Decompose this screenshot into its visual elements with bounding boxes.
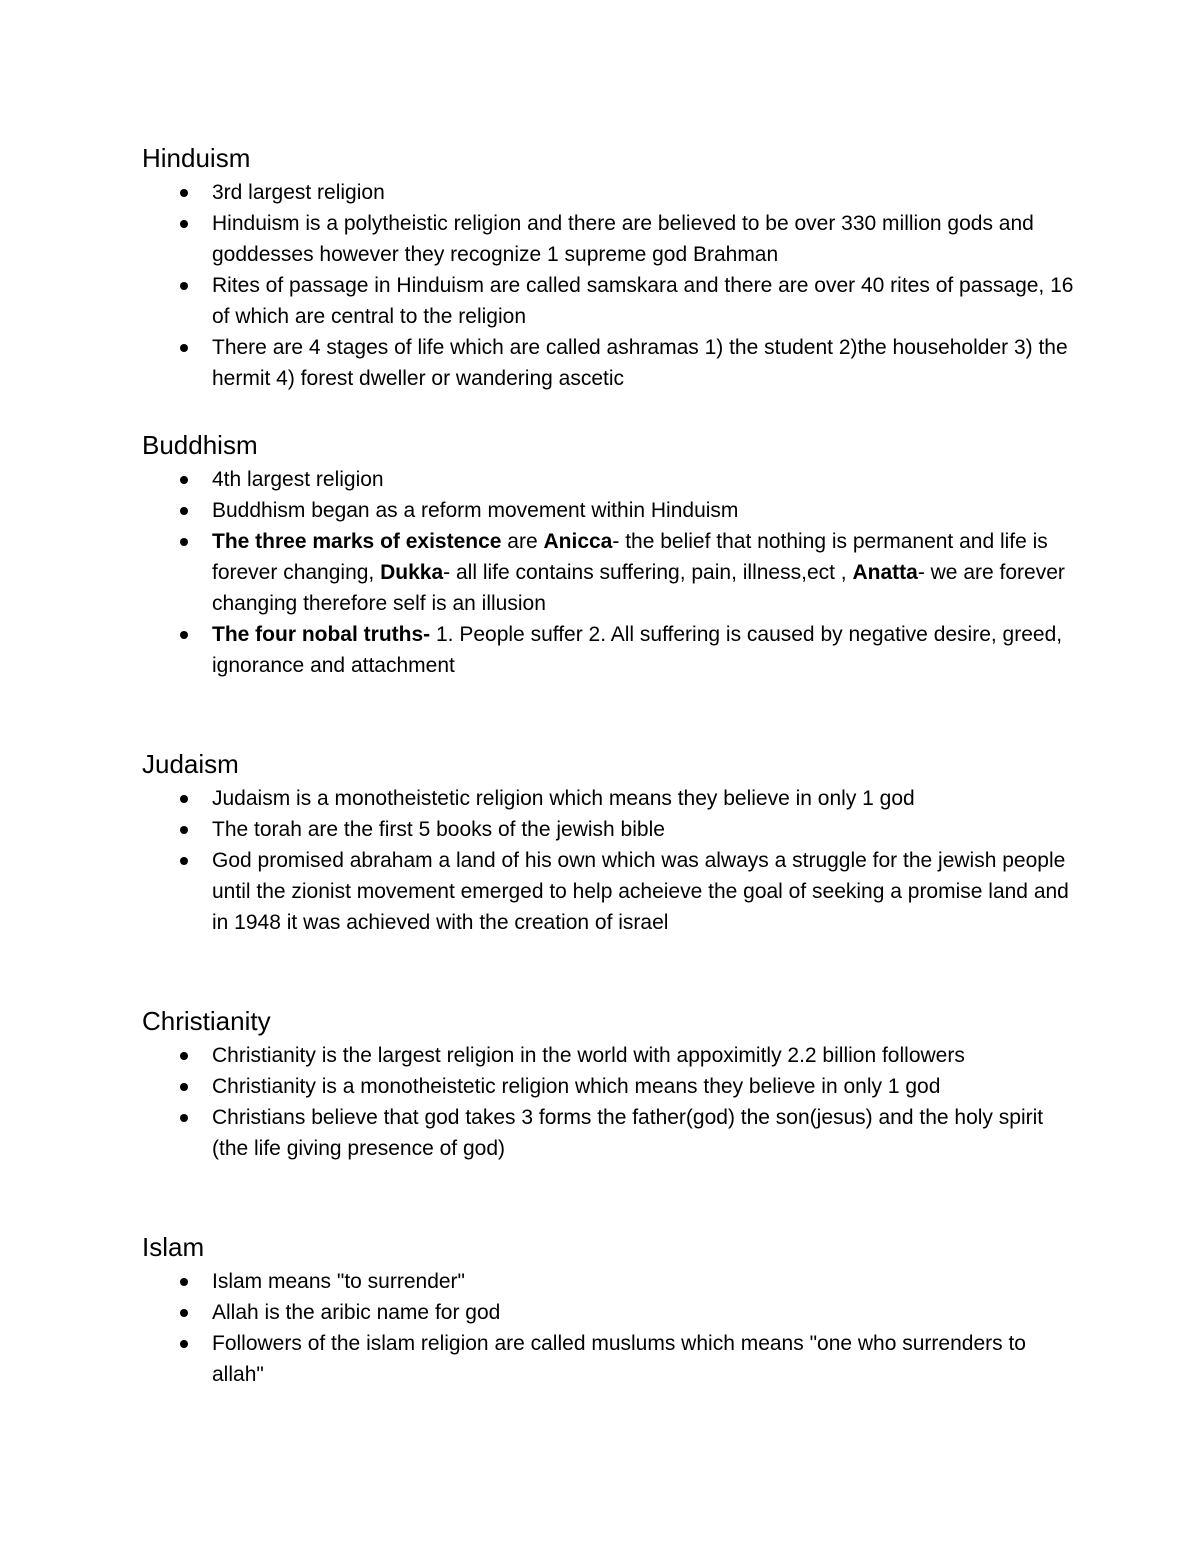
list-item xyxy=(142,464,1082,495)
bullet-list xyxy=(142,1040,1082,1164)
list-item xyxy=(142,1102,1082,1164)
list-item-text: - all life contains suffering, pain, illness,ect , xyxy=(443,561,853,584)
section-hinduism xyxy=(142,143,1082,394)
list-item-text: Hinduism is a polytheistic religion and there are believed to be over 330 million gods and goddesses however they recognize 1 supreme god Brahman xyxy=(212,212,1034,266)
bullet-icon xyxy=(180,476,188,484)
list-item-text: The torah are the first 5 books of the jewish bible xyxy=(212,818,665,841)
list-item xyxy=(142,783,1082,814)
bullet-list xyxy=(142,783,1082,938)
section-heading: Judaism xyxy=(142,749,239,779)
list-item-text: Christianity is the largest religion in the world with appoximitly 2.2 billion followers xyxy=(212,1044,965,1067)
list-item-text: Islam means "to surrender" xyxy=(212,1270,466,1293)
bullet-list xyxy=(142,464,1082,681)
list-item xyxy=(142,619,1082,681)
list-item-text: God promised abraham a land of his own which was always a struggle for the jewish people until the zionist movement emerged to help acheieve the goal of seeking a promise land and in 1948 it was achieved with the creation of israel xyxy=(212,849,1069,934)
list-item-text: Judaism is a monotheistetic religion which means they believe in only 1 god xyxy=(212,787,915,810)
bold-term: Anicca xyxy=(543,530,613,553)
list-item xyxy=(142,1266,1082,1297)
section-heading: Islam xyxy=(142,1232,205,1262)
bullet-icon xyxy=(180,344,188,352)
bullet-icon xyxy=(180,795,188,803)
list-item-text: Allah is the aribic name for god xyxy=(212,1301,501,1324)
section-christianity xyxy=(142,1006,1082,1164)
list-item-text: Buddhism began as a reform movement within Hinduism xyxy=(212,499,739,522)
bullet-icon xyxy=(180,1309,188,1317)
list-item-text: Followers of the islam religion are called muslums which means "one who surrenders to allah" xyxy=(212,1332,1026,1386)
list-item-text: 4th largest religion xyxy=(212,468,384,491)
list-item xyxy=(142,177,1082,208)
list-item xyxy=(142,495,1082,526)
list-item-text: 1. People suffer 2. All suffering is caused by negative desire, greed, ignorance and attachment xyxy=(212,623,1063,677)
list-item xyxy=(142,1297,1082,1328)
bullet-list xyxy=(142,177,1082,394)
list-item-text: Christians believe that god takes 3 forms the father(god) the son(jesus) and the holy spirit (the life giving presence of god) xyxy=(212,1106,1044,1160)
list-item xyxy=(142,208,1082,270)
list-item-text: There are 4 stages of life which are called ashramas 1) the student 2)the householder 3) the hermit 4) forest dweller or wandering ascetic xyxy=(212,336,1068,390)
list-item xyxy=(142,270,1082,332)
section-heading: Buddhism xyxy=(142,430,258,460)
section-heading: Christianity xyxy=(142,1006,271,1036)
bold-term: The four nobal truths- xyxy=(212,623,431,646)
list-item xyxy=(142,845,1082,938)
list-item-text: Rites of passage in Hinduism are called samskara and there are over 40 rites of passage, 16 of which are central to the religion xyxy=(212,274,1074,328)
bold-term: Dukka xyxy=(380,561,444,584)
bullet-icon xyxy=(180,282,188,290)
list-item-text: - we are forever changing therefore self is an illusion xyxy=(212,561,1065,615)
bullet-icon xyxy=(180,1052,188,1060)
list-item xyxy=(142,1040,1082,1071)
bullet-icon xyxy=(180,220,188,228)
bullet-list xyxy=(142,1266,1082,1390)
bold-term: The three marks of existence xyxy=(212,530,502,553)
list-item xyxy=(142,814,1082,845)
bold-term: Anatta xyxy=(852,561,918,584)
list-item xyxy=(142,1328,1082,1390)
bullet-icon xyxy=(180,538,188,546)
list-item-text: are xyxy=(501,530,544,553)
bullet-icon xyxy=(180,826,188,834)
bullet-icon xyxy=(180,1114,188,1122)
list-item-text: Christianity is a monotheistetic religion which means they believe in only 1 god xyxy=(212,1075,941,1098)
section-islam xyxy=(142,1232,1082,1390)
section-buddhism xyxy=(142,430,1082,681)
bullet-icon xyxy=(180,631,188,639)
bullet-icon xyxy=(180,1340,188,1348)
list-item xyxy=(142,526,1082,619)
bullet-icon xyxy=(180,1083,188,1091)
list-item xyxy=(142,332,1082,394)
bullet-icon xyxy=(180,1278,188,1286)
list-item xyxy=(142,1071,1082,1102)
bullet-icon xyxy=(180,189,188,197)
section-heading: Hinduism xyxy=(142,143,251,173)
bullet-icon xyxy=(180,507,188,515)
section-judaism xyxy=(142,749,1082,938)
bullet-icon xyxy=(180,857,188,865)
list-item-text: 3rd largest religion xyxy=(212,181,385,204)
list-item-text: - the belief that nothing is permanent and life is forever changing, xyxy=(212,530,1048,584)
